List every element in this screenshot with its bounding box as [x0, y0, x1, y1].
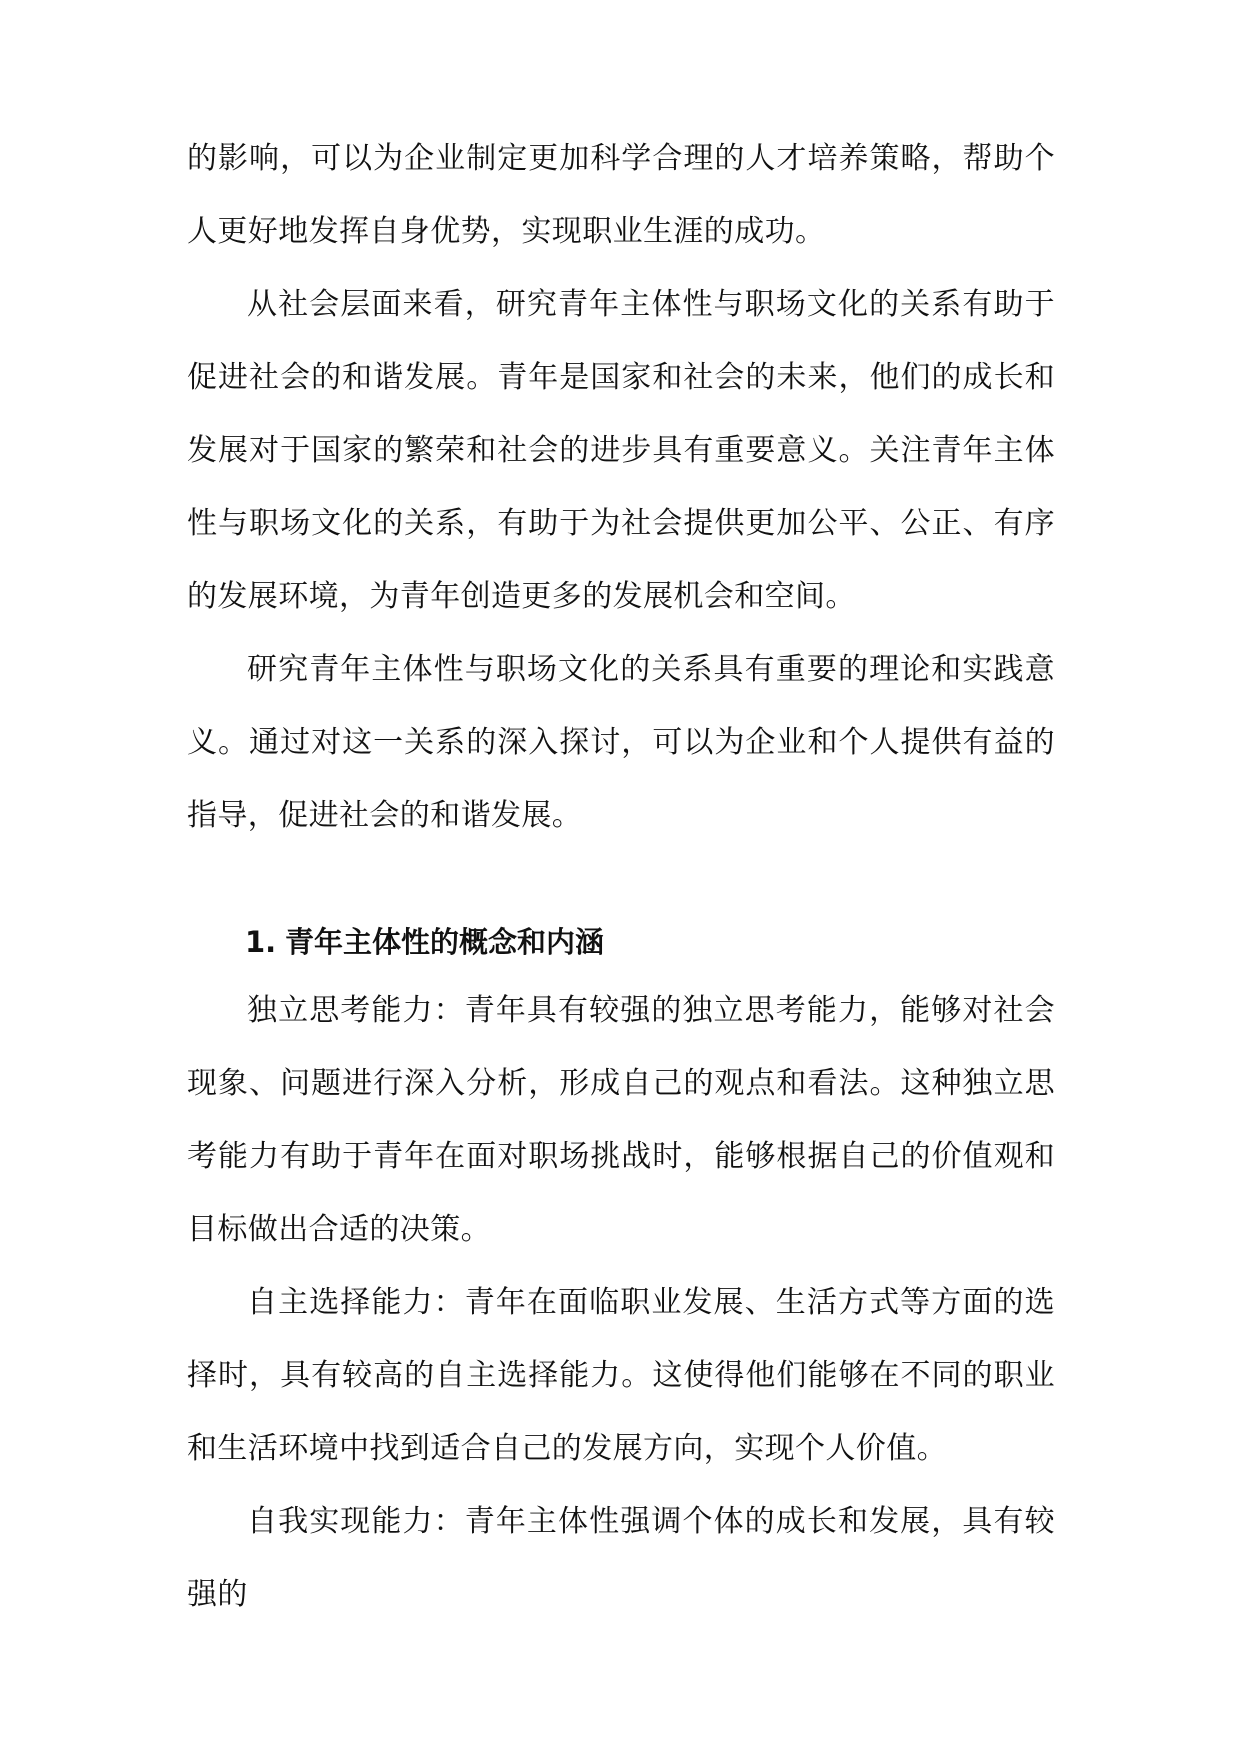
- paragraph-social-level: 从社会层面来看，研究青年主体性与职场文化的关系有助于促进社会的和谐发展。青年是国家和社会的未来，他们的成长和发展对于国家的繁荣和社会的进步具有重要意义。关注青年主体性与职场文化的关系，有助于为社会提供更加公平、公正、有序的发展环境，为青年创造更多的发展机会和空间。: [187, 287, 1055, 614]
- paragraph-independent-thinking: 独立思考能力：青年具有较强的独立思考能力，能够对社会现象、问题进行深入分析，形成自己的观点和看法。这种独立思考能力有助于青年在面对职场挑战时，能够根据自己的价值观和目标做出合适的决策。: [187, 993, 1055, 1247]
- paragraph-autonomous-choice: 自主选择能力：青年在面临职业发展、生活方式等方面的选择时，具有较高的自主选择能力。这使得他们能够在不同的职业和生活环境中找到适合自己的发展方向，实现个人价值。: [187, 1285, 1055, 1466]
- section-heading: [187, 852, 1055, 974]
- paragraph-self-realization: 自我实现能力：青年主体性强调个体的成长和发展，具有较强的: [187, 1504, 1055, 1612]
- paragraph-significance: 研究青年主体性与职场文化的关系具有重要的理论和实践意义。通过对这一关系的深入探讨，可以为企业和个人提供有益的指导，促进社会的和谐发展。: [187, 652, 1055, 833]
- document-page: [187, 122, 1055, 1631]
- paragraph-continuation: 的影响，可以为企业制定更加科学合理的人才培养策略，帮助个人更好地发挥自身优势，实现职业生涯的成功。: [187, 141, 1055, 249]
- section-title: 青年主体性的概念和内涵: [285, 925, 605, 959]
- section-number: 1.: [245, 925, 277, 959]
